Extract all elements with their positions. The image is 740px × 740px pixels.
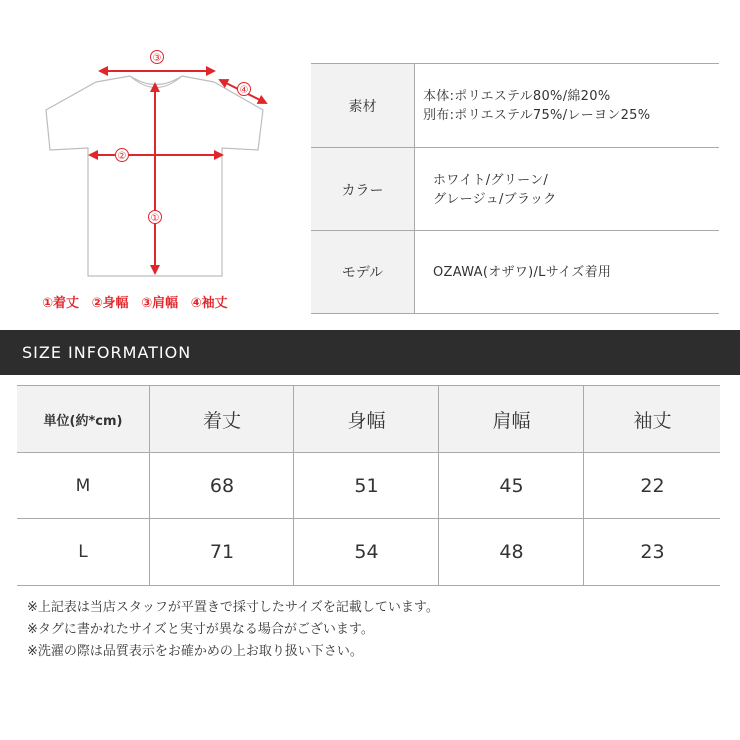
table-row: [17, 518, 720, 586]
spec-value: [423, 64, 719, 148]
banner-title: SIZE INFORMATION: [22, 343, 192, 362]
spec-label: 素材: [311, 64, 415, 148]
spec-table: [311, 63, 719, 313]
header-cell-shoulder: 肩幅: [438, 386, 584, 453]
spec-label: モデル: [311, 231, 415, 313]
note-line: ※洗濯の際は品質表示をお確かめの上お取り扱い下さい。: [27, 644, 363, 659]
spec-value: [433, 148, 719, 231]
marker-2: ②: [117, 151, 127, 162]
size-table: [17, 385, 720, 585]
table-row: [17, 452, 720, 519]
legend-item: ②身幅: [91, 296, 129, 311]
size-value: 68: [149, 453, 294, 519]
marker-1: ①: [150, 213, 160, 224]
spec-row-material: [311, 63, 719, 148]
spec-row-model: [311, 230, 719, 314]
legend-item: ①着丈: [42, 296, 80, 311]
header-cell-sleeve: 袖丈: [583, 386, 721, 453]
size-label: L: [78, 542, 88, 562]
size-value: 51: [293, 453, 439, 519]
tshirt-measurement-diagram: [0, 0, 310, 330]
note-line: ※上記表は当店スタッフが平置きで採寸したサイズを記載しています。: [27, 600, 439, 615]
spec-value-line: 別布:ポリエステル75%/レーヨン25%: [423, 108, 651, 123]
size-value: 45: [438, 453, 584, 519]
size-value: 22: [583, 453, 721, 519]
spec-label: カラー: [311, 148, 415, 231]
legend-item: ③肩幅: [141, 296, 179, 311]
note-line: ※タグに書かれたサイズと実寸が異なる場合がございます。: [27, 622, 374, 637]
size-label: M: [75, 476, 91, 496]
header-cell-length: 着丈: [149, 386, 294, 453]
measurement-legend: [42, 292, 302, 311]
spec-value: [433, 231, 719, 313]
spec-row-color: [311, 147, 719, 231]
marker-3: ③: [152, 53, 162, 64]
size-value: 23: [583, 519, 721, 585]
notes: [27, 597, 727, 663]
spec-value-line: 本体:ポリエステル80%/綿20%: [423, 89, 611, 104]
header-cell-unit: 単位(約*cm): [43, 414, 123, 429]
spec-value-line: OZAWA(オザワ)/Lサイズ着用: [433, 264, 612, 280]
size-value: 54: [293, 519, 439, 585]
marker-4: ④: [239, 85, 249, 96]
size-value: 48: [438, 519, 584, 585]
size-table-header: [17, 385, 720, 453]
header-cell-body-width: 身幅: [293, 386, 439, 453]
size-information-banner: [0, 330, 740, 375]
spec-value-line: グレージュ/ブラック: [433, 191, 557, 207]
spec-value-line: ホワイト/グリーン/: [433, 172, 549, 188]
size-value: 71: [149, 519, 294, 585]
legend-item: ④袖丈: [190, 296, 228, 311]
